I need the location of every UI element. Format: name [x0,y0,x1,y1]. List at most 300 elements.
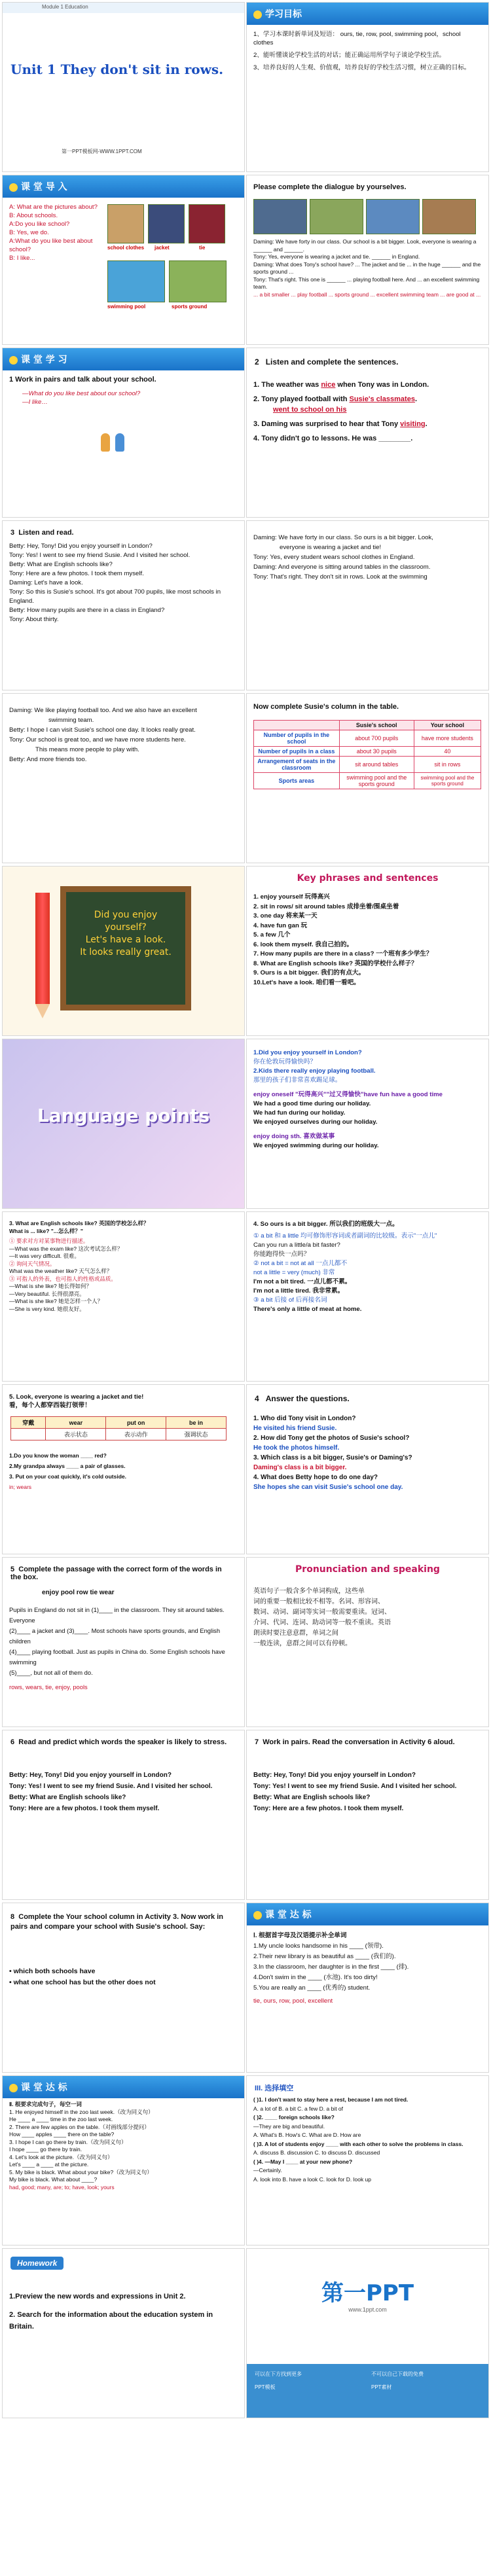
answer-text: many [37,2183,50,2191]
caption-jacket: jacket [155,245,170,251]
caption-swimming-pool: swimming pool [107,304,146,310]
slide-body [253,533,482,582]
sentence-text: . [414,395,418,403]
table-cell: sit around tables [339,757,414,773]
text-line: This means more people to play with. [35,746,139,753]
phrase-line: 6. look them myself. 我自己拍的。 [253,940,353,948]
caption-sports-ground: sports ground [172,304,208,310]
answer-text: went to school on his [273,406,347,414]
slide-body [253,1770,482,1814]
slide-body [9,706,238,764]
activity-number: 4 [255,1394,259,1403]
slide-heading: Please complete the dialogue by yourselves. [253,183,407,191]
slide-listen-read-3 [2,693,245,863]
slide-bar [3,175,244,198]
text-line: I'm not a little tired. 我非常累。 [253,1287,344,1295]
dialog-block [9,203,101,262]
text-line: Ⅰ. 根据首字母及汉语提示补全单词 [253,1932,347,1939]
text-line: —Certainly. [253,2167,282,2174]
text-line: 5. Look, everyone is wearing a jacket and tie! [9,1393,144,1401]
text-line: 一般连读，意群之间可以有停顿。 [253,1640,352,1647]
answer-text: visiting [400,420,426,428]
slide-body [9,376,238,406]
phrase-line: 10.Let's have a look. 咱们看一看吧。 [253,978,360,986]
table-header [254,721,340,730]
bubble-icon [253,10,262,19]
text-line: What was the weather like? 天气怎么样？ [9,1268,113,1274]
table-cell: swimming pool and the sports ground [339,773,414,789]
wear-table [10,1416,227,1440]
passage-line: (4)____ playing football. Just as pupils in China do. Some English schools have swimming [9,1648,225,1666]
answer-text: nice [321,381,336,389]
slide-heading: Language points [37,1105,210,1126]
table-cell [11,1429,46,1440]
table-row [254,757,481,773]
exercise-line: 2.My grandpa always ____ a pair of glasses. [9,1463,126,1469]
dialogue-line: ... a bit smaller ... play football ... sports ground ... excellent swimming team ... are good at ... [253,291,481,298]
text-line: 看，每个人都穿西装打领带！ [9,1402,91,1409]
table-cell: about 30 pupils [339,747,414,757]
table-row [11,1429,227,1440]
sentence-text: when Tony was in London. [335,381,429,389]
slide-compare-school [2,1903,245,2073]
answer-text: in [9,1484,14,1490]
text-line: everyone is wearing a jacket and tie! [280,544,382,551]
slide-answer-questions [246,1384,489,1554]
table-cell: Number of pupils in the school [254,730,340,747]
answer-text: —I like… [22,399,48,406]
activity-number: 3 [10,529,15,537]
text-line: Tony: Here are a few photos. I took them myself. [9,570,144,577]
text-line: 5. My bike is black. What about your bike?（改为同义句） [9,2168,153,2175]
text-line: —They are big and beautiful. [253,2122,325,2130]
bullet-text: which both schools have [13,1967,96,1975]
text-line: —Very beautiful. 长得很漂亮。 [9,1290,85,1297]
sentence-text: . [425,420,427,428]
text-line: 2.Their new library is as beautiful as ____ (我们的). [253,1953,396,1960]
text-line: 英语句子一般含多个单词构成，这些单 [253,1588,365,1595]
board-text: Let's have a look. [85,935,166,945]
child-figure [101,433,110,452]
text-line: Tony: Yes! I went to see my friend Susie. And I visited her school. [9,552,191,559]
text-line: Betty: I hope I can visit Susie's school one day. It looks really great. [9,726,196,734]
text-line: My bike is black. What about ____? [9,2176,98,2183]
slide-heading: Homework [10,2257,64,2270]
phrase-line: 3. one day 将来某一天 [253,912,318,920]
text-line: Tony: So this is Susie's school. It's got about 700 pupils, like most schools in England. [9,588,221,605]
answer-text: good [21,2183,34,2191]
slide-body [253,1414,482,1492]
slide-listen-complete [246,348,489,518]
chalkboard [60,886,191,1011]
slide-table-susie [246,693,489,863]
exercise-line: 3. Put on your coat quickly, it's cold outside. [9,1473,126,1480]
text-line: —What was the exam like? 这次考试怎么样？ [9,1245,123,1252]
activity-number: 5 [10,1565,15,1573]
text-line: 你在伦敦玩得愉快吗？ [253,1058,316,1065]
answer-text: are [53,2183,62,2191]
answer-text: row [279,1997,289,2005]
answer-text: He visited his friend Susie. [253,1425,337,1432]
text-line: A. discuss B. discussion C. to discuss D. discussed [253,2149,380,2156]
phrase-line: 2. sit in rows/ sit around tables 成排坐着/围桌坐着 [253,903,399,910]
text-line: ③ 可指人的外表，也可指人的性格或品质。 [9,1275,117,1282]
dialogue-line: Daming: We have forty in our class. Our school is a bit bigger. Look, everyone is wearing a ______ and ______. [253,238,477,253]
dialogue-line: Daming: What does Tony's school have? ... The jacket and tie ... in the huge ______ and the sports ground ... [253,260,481,275]
bullet-text: what one school has but the other does not [13,1978,156,1986]
footer-links [247,2364,488,2418]
slide-bar [3,2076,244,2098]
slide-heading: Now complete Susie's column in the table. [253,703,399,711]
table-row [254,773,481,789]
pencil-icon [35,893,50,1004]
bubble-icon [9,356,18,365]
slide-body [253,238,482,298]
slide-body [253,2096,482,2184]
answer-text: pools [73,1683,88,1690]
text-line: 词的重要一般相比较不相等。名词、形容词、 [253,1598,384,1605]
slide-learning-1 [2,348,245,518]
phrase-line: 1. enjoy yourself 玩得高兴 [253,893,330,901]
tie-image [189,204,225,243]
photo-pool [366,199,420,234]
table-row [254,730,481,747]
answer-text: excellent [308,1997,333,2005]
dialogue-line: Tony: That's right. This one is ______ ... playing football here. And ... an excellent swimming team. [253,276,480,290]
text-line: 3. I hope I can go there by train.（改为同义句） [9,2138,127,2145]
question-text: 1. Who did Tony visit in London? [253,1415,356,1422]
answer-text: tie [253,1997,261,2005]
slide-listen-read-2 [246,520,489,690]
text-line: Daming: And everyone is sitting around tables in the classroom. [253,564,431,571]
slide-practice-1 [246,1903,489,2073]
table-header: Susie's school [339,721,414,730]
slide-body [9,542,238,624]
text-line: Can you run a little/a bit faster? [253,1242,340,1249]
slide-heading: 课 堂 达 标 [21,2083,67,2093]
table-header: 穿戴 [11,1417,46,1429]
dialog-line: A: What are the pictures about? [9,204,98,211]
slide-heading: Pronunciation and speaking [295,1564,440,1575]
slide-pair-read [246,1730,489,1900]
slide-objectives [246,2,489,172]
board-text: yourself? [105,922,147,933]
text-line: enjoy oneself "玩得高兴""过又得愉快"have fun have a good time [253,1091,443,1098]
table-header: Your school [414,721,481,730]
text-line: Tony: Here are a few photos. I took them myself. [253,1805,404,1812]
objective-1: 1、学习本课时新单词及短语： ours, tie, row, pool, swimming pool，school clothes [253,31,461,46]
text-line: enjoy doing sth. 喜欢做某事 [253,1133,335,1140]
text-line: ② not a bit = not at all 一点儿都不 [253,1260,348,1267]
slide-key-phrases [246,866,489,1036]
text-line: A. a lot of B. a bit C. a few D. a bit of [253,2105,344,2112]
dialog-line: B: I like... [9,255,35,262]
text-line: ① 要求对方对某事物进行描述。 [9,1238,89,1244]
dialog-line: B: About schools. [9,212,58,219]
task-text: Listen and read. [18,529,74,537]
passage-line: (5)____, but not all of them do. [9,1669,93,1676]
task-text: 1 Work in pairs and talk about your school. [9,376,156,384]
sentence-text: ________. [378,435,413,442]
objective-3: 3、培养良好的人生观、价值观，培养良好的学校生活习惯，树立正确的目标。 [253,64,471,71]
photo-ground [310,199,363,234]
text-line: —What is she like? 她长得如何？ [9,1283,92,1289]
slide-end-logo [246,2248,489,2418]
task-text: Listen and complete the sentences. [265,357,399,367]
answer-text: Daming's class is a bit bigger. [253,1464,347,1471]
footer-link[interactable]: PPT素材 [371,2384,392,2390]
text-line: Betty: Hey, Tony! Did you enjoy yourself in London? [253,1772,416,1779]
slide-body [9,1220,238,1313]
text-line: Daming: Let's have a look. [9,579,83,586]
answer-text: Susie's classmates [349,395,415,403]
table-header-row [254,721,481,730]
text-line: We enjoyed swimming during our holiday. [253,1142,379,1149]
text-line: 介词、代词、连词、助动词等一般不重读。英语 [253,1619,391,1626]
answer-text: enjoy [55,1683,70,1690]
slide-heading: III. 选择填空 [255,2084,294,2092]
text-line: 3. What are English schools like? 英国的学校怎么样？ [9,1220,149,1226]
slide-complete-passage [2,1557,245,1727]
slide-enjoy-oneself [246,1039,489,1209]
text-line: Betty: What are English schools like? [9,1794,126,1801]
logo-text: 第一PPT [321,2280,414,2306]
slide-title [2,2,245,172]
dialog-line: A:Do you like school? [9,221,70,228]
table-cell: 40 [414,747,481,757]
question-text: 4. What does Betty hope to do one day? [253,1474,378,1481]
slide-body: Ⅰ. 根据首字母及汉语提示补全单词 1.My uncle looks handsome in his ____ (领带). 2.Their new library is as beautiful as ____ (我们的). 3.In the classroom, her daughter is in the first ____ (排). 4.Don't swim in the ____ (水池). It's too dirty! 5.You are really an ____ (优秀的) student. tie, ours, row, pool, excellent [253,1931,482,2007]
slide-body: Ⅱ. 根要求完成句子，每空一词 1. He enjoyed himself in the zoo last week.（改为同义句） He ____ a ____ time in the zoo last week. 2. There are few apples on the table.（对画线部分提问） How ____ apples ____ there on the table? 3. I hope I can go there by train.（改为同义句） I hope ____ go there by train. 4. Let's look at the picture.（改为同义句） Let's ____ a ____ at the picture. 5. My bike is black. What about your bike?（改为同义句） My bike is black. What about ____? had, good; many, are; to; have, look; yours [9,2101,238,2191]
module-header: Module 1 Education [42,4,88,10]
exercise-block: 1.Do you know the woman ____ red? 2.My grandpa always ____ a pair of glasses. 3. Put on your coat quickly, it's cold outside. in; wears [9,1450,238,1492]
sports-ground-image [169,260,227,302]
child-figure [115,433,124,452]
text-line: ( )2. ____ foreign schools like? [253,2114,335,2120]
table-header-row [11,1417,227,1429]
slide-body [253,1586,482,1649]
sentence-text: 1. The weather was [253,381,321,389]
activity-number: 6 [10,1738,15,1746]
text-line: Betty: Hey, Tony! Did you enjoy yourself in London? [9,1772,172,1779]
dialog-line: A:What do you like best about school? [9,238,93,253]
answer-text: ours [263,1997,276,2005]
sentence-text: 3. Daming was surprised to hear that Tony [253,420,401,428]
slide-heading: 课 堂 达 标 [265,1910,312,1920]
text-line: 那里的孩子们非常喜欢踢足球。 [253,1077,342,1084]
question-text: 3. Which class is a bit bigger, Susie's or Daming's? [253,1454,412,1461]
question-text: —What do you like best about our school? [22,390,141,397]
footer-link[interactable]: PPT模板 [255,2384,276,2390]
text-line: 4. Let's look at the picture.（改为同义句） [9,2153,113,2160]
activity-number: 8 [10,1913,15,1921]
text-line: 1. He enjoyed himself in the zoo last week.（改为同义句） [9,2108,154,2115]
sentence-text: 2. Tony played football with [253,395,350,403]
text-line: Daming: We like playing football too. And we also have an excellent [9,707,197,714]
text-line: What is ... like? "...怎么样？" [9,1227,83,1234]
text-line: He ____ a ____ time in the zoo last week. [9,2116,113,2122]
text-line: ① a bit 和 a little 均可修饰形容词或者副词的比较级。表示"一点儿" [253,1232,437,1240]
slide-body: Pupils in England do not sit in (1)____ in the classroom. They sit around tables. Everyone (2)____ a jacket and (3)____. Most schools have sports grounds, and English children (4)____ playing football. Just as pupils in China do. Some English schools have swimming (5)____, but not all of them do. rows, wears, tie, enjoy, pools [9,1605,238,1692]
text-line: There's only a little of meat at home. [253,1306,362,1313]
text-line: 1.Did you enjoy yourself in London? [253,1049,362,1056]
jacket-image [148,204,185,243]
answer-text: wears [26,1683,43,1690]
table-row [254,747,481,757]
lesson-title: Unit 1 They don't sit in rows. [10,62,224,77]
slide-body [9,1770,238,1814]
slide-body [253,1220,482,1314]
text-line: Tony: Our school is great too, and we have more students here. [9,736,186,743]
photo-class [422,199,476,234]
table-cell: swimming pool and the sports ground [414,773,481,789]
text-line: 4.Don't swim in the ____ (水池). It's too dirty! [253,1974,378,1981]
text-line: I hope ____ go there by train. [9,2146,82,2153]
text-line: not a little = very (much) 非常 [253,1269,335,1276]
text-line: How ____ apples ____ there on the table? [9,2131,115,2138]
text-line: ③ a bit 后接 of 后再接名词 [253,1297,327,1304]
slide-predict-stress [2,1730,245,1900]
answer-text: look [87,2183,98,2191]
text-line: swimming team. [48,717,94,724]
text-line: We had fun during our holiday. [253,1109,346,1117]
slide-body [9,1393,238,1410]
table-cell: 表示动作 [106,1429,166,1440]
comparison-table [253,720,481,789]
text-line: Betty: What are English schools like? [9,561,113,568]
logo-subtext: www.1ppt.com [348,2306,387,2313]
text-line: Let's ____ a ____ at the picture. [9,2161,89,2168]
bubble-icon [9,183,18,192]
text-line: 4. So ours is a bit bigger. 所以我们的班级大一点。 [253,1221,399,1228]
slide-what-like [2,1211,245,1382]
footer-text: 第一PPT模板网-WWW.1PPT.COM [62,149,142,154]
slide-heading: Key phrases and sentences [297,873,439,884]
swimming-pool-image [107,260,165,302]
dialog-line: B: Yes, we do. [9,229,49,236]
table-cell: 强调状态 [166,1429,227,1440]
slide-practice-3 [246,2075,489,2245]
question-text: 2. How did Tony get the photos of Susie's school? [253,1435,410,1442]
table-header: wear [46,1417,106,1429]
activity-number: 7 [255,1738,259,1746]
activity-number: 2 [255,357,259,367]
slide-heading: 学习目标 [265,9,302,20]
text-line: Betty: How many pupils are there in a class in England? [9,607,165,614]
slide-bar [247,1903,488,1925]
slide-body: • which both schools have • what one school has but the other does not [9,1967,156,1986]
text-line: 3.In the classroom, her daughter is in the first ____ (排). [253,1963,409,1971]
board-text: It looks really great. [80,947,172,957]
table-cell: Number of pupils in a class [254,747,340,757]
slide-wear [2,1384,245,1554]
text-line: Betty: What are English schools like? [253,1794,371,1801]
caption-school-clothes: school clothes [107,245,145,251]
photo-students [253,199,307,234]
homework-item: 2. Search for the information about the education system in Britain. [9,2311,213,2331]
text-line: We had a good time during our holiday. [253,1100,371,1107]
school-clothes-image [107,204,144,243]
table-header: be in [166,1417,227,1429]
slide-heading: 课 堂 导 入 [21,182,67,192]
answer-text: He took the photos himself. [253,1444,340,1452]
text-line: 朗读时要注意意群，单词之间 [253,1630,338,1637]
slide-homework [2,2248,245,2418]
slide-complete-dialogue [246,175,489,345]
slide-body [253,380,482,444]
text-line: A. look into B. have a look C. look for D. look up [253,2175,372,2183]
phrase-line: 8. What are English schools like? 英国的学校什么样子？ [253,959,418,967]
slide-language-points [2,1039,245,1209]
phrase-line: 4. have fun gan 玩 [253,921,308,929]
slide-body [9,2291,238,2333]
answer-text: tie [45,1683,52,1690]
sentence-text: 4. Tony didn't go to lessons. He was [253,435,379,442]
word-box: enjoy pool row tie wear [42,1589,115,1596]
dialogue-line: Tony: Yes, everyone is wearing a jacket and tie. ______ in England. [253,253,420,260]
phrase-line: 7. How many pupils are there in a class? 一个班有多少学生？ [253,950,433,957]
text-line: I'm not a bit tired. 一点儿都不累。 [253,1278,352,1285]
slide-chalkboard [2,866,245,1036]
table-header: put on [106,1417,166,1429]
text-line: ② 询问天气情况。 [9,1260,56,1267]
slide-body [253,1048,482,1151]
text-line: —What is she like? 她是怎样一个人？ [9,1298,103,1304]
board-text: Did you enjoy [94,910,158,920]
footer-link: 不可以自己下载的免费 [371,2371,424,2377]
slide-body [253,893,482,988]
slide-a-bit [246,1211,489,1382]
text-line: —She is very kind. 她很友好。 [9,1305,85,1312]
table-cell: Arrangement of seats in the classroom [254,757,340,773]
text-line: Tony: Here are a few photos. I took them myself. [9,1805,160,1812]
text-line: 5.You are really an ____ (优秀的) student. [253,1984,371,1992]
phrase-line: 9. Ours is a bit bigger. 我们的有点大。 [253,969,365,976]
footer-link: 可以在下方找到更多 [255,2371,302,2377]
text-line: Tony: Yes! I went to see my friend Susie. And I visited her school. [9,1783,213,1790]
slide-bar [3,348,244,370]
text-line: Ⅱ. 根要求完成句子，每空一词 [9,2101,82,2107]
text-line: —It was very difficult. 很难。 [9,1253,81,1259]
text-line: Betty: And more friends too. [9,756,87,763]
pencil-tip-icon [35,1004,50,1018]
slide-practice-2 [2,2075,245,2245]
passage-line: (2)____ a jacket and (3)____. Most schools have sports grounds, and English children [9,1627,221,1645]
slide-heading: 课 堂 学 习 [21,355,67,365]
text-line: Tony: That's right. They don't sit in rows. Look at the swimming [253,573,427,581]
caption-tie: tie [199,245,206,251]
text-line: 数词、动词、副词等实词一般需要重读。冠词、 [253,1609,391,1616]
text-line: 2. There are few apples on the table.（对画线部分提问） [9,2123,150,2130]
slide-bar [247,3,488,25]
exercise-line: 1.Do you know the woman ____ red? [9,1452,107,1459]
text-line: Tony: Yes, every student wears school clothes in England. [253,554,415,561]
table-cell: Sports areas [254,773,340,789]
answer-text: wears [16,1484,32,1490]
text-line: A. What's B. How's C. What are D. How are [253,2132,361,2138]
text-line: 1.My uncle looks handsome in his ____ (领带). [253,1942,384,1950]
text-line: Tony: About thirty. [9,616,59,623]
answer-text: She hopes she can visit Susie's school one day. [253,1484,403,1491]
task-text: Work in pairs. Read the conversation in Activity 6 aloud. [263,1738,455,1746]
phrase-line: 5. a few 几个 [253,931,291,939]
task-text: Read and predict which words the speaker is likely to stress. [18,1738,227,1746]
table-cell: have more students [414,730,481,747]
task-text: Answer the questions. [265,1394,350,1403]
slide-listen-read-1 [2,520,245,690]
answer-text: yours [100,2183,115,2191]
passage-line: Pupils in England do not sit in (1)____ in the classroom. They sit around tables. Everyone [9,1606,225,1624]
